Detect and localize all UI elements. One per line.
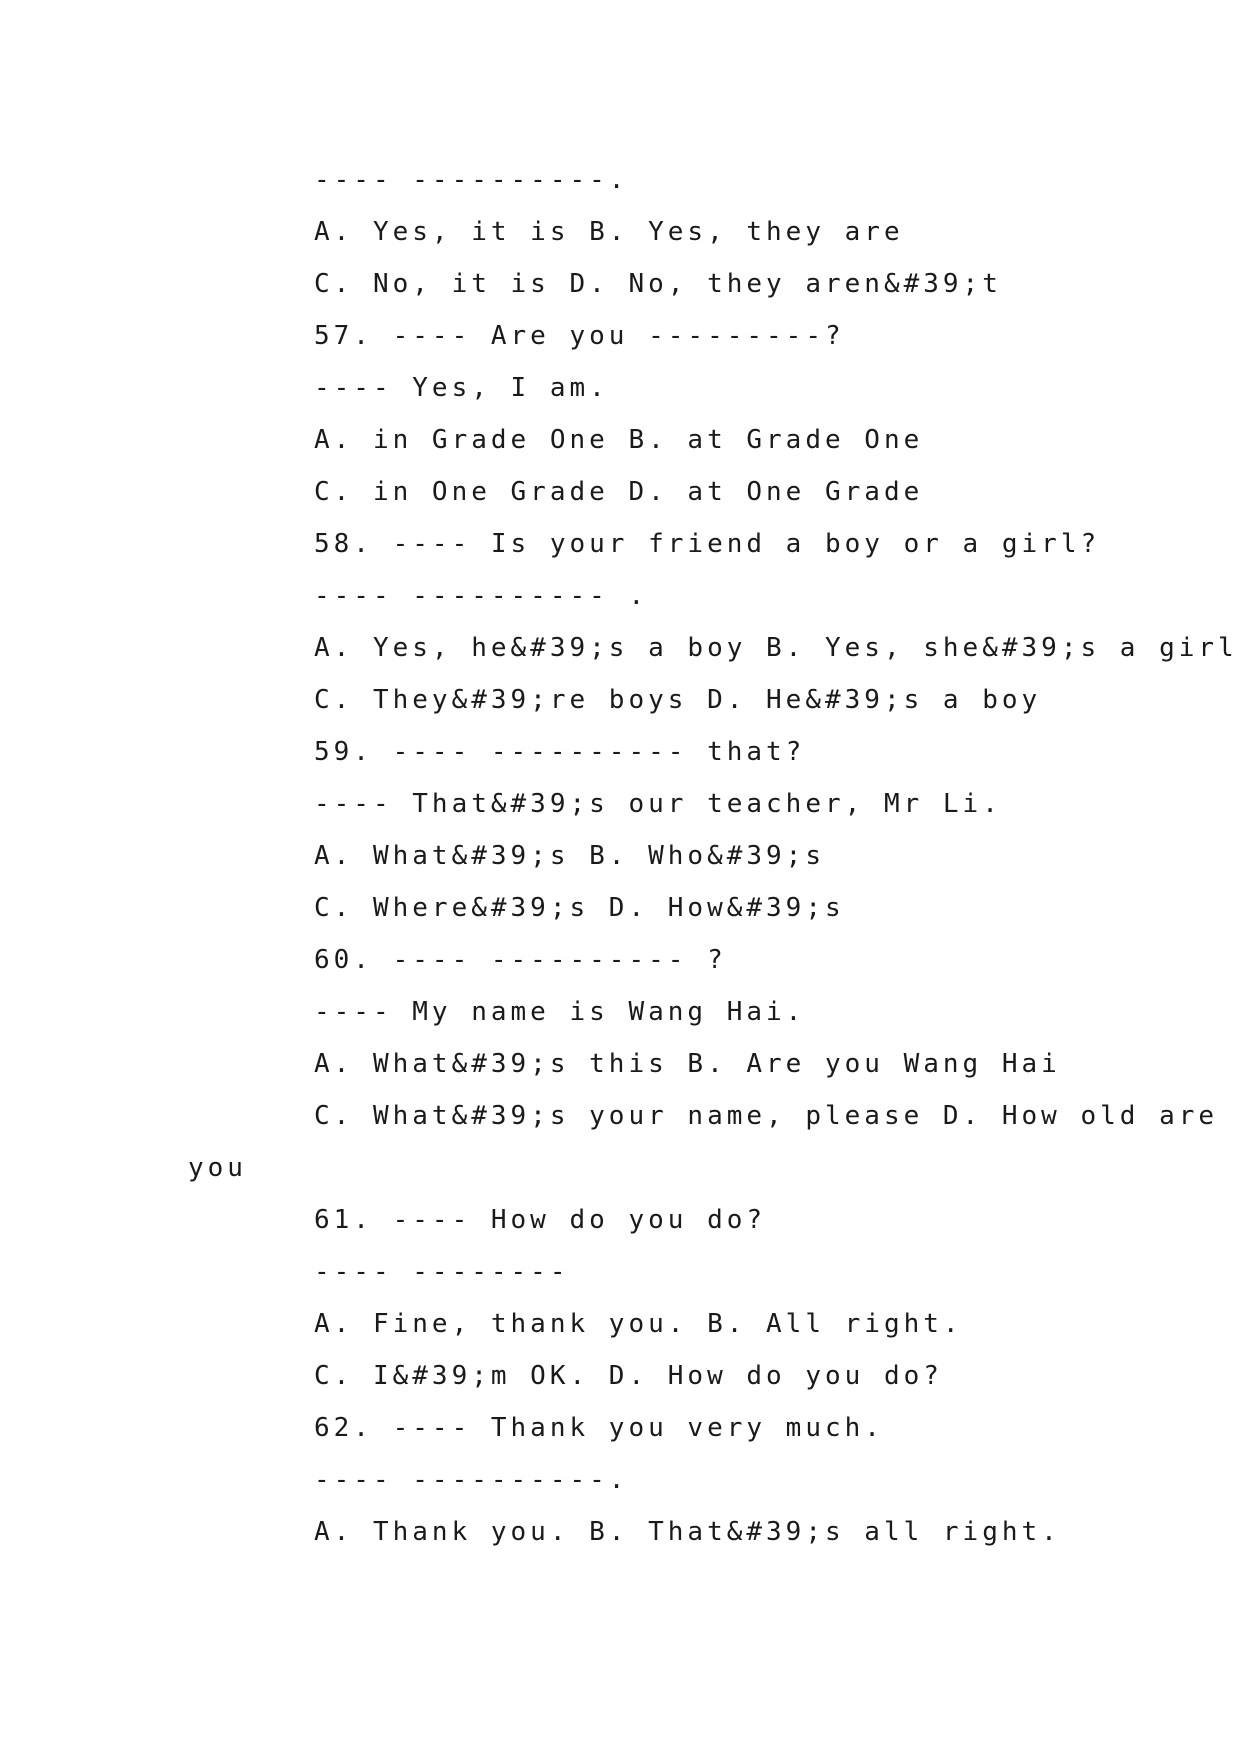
option-line: A. Thank you. B. That&#39;s all right. — [314, 1517, 1061, 1547]
question-58: 58. ---- Is your friend a boy or a girl? — [314, 529, 1101, 559]
option-line: A. What&#39;s this B. Are you Wang Hai — [314, 1049, 1061, 1079]
answer-line: ---- ----------. — [314, 1465, 629, 1495]
answer-line: ---- -------- — [314, 1257, 570, 1287]
option-line: C. in One Grade D. at One Grade — [314, 477, 924, 507]
option-line: A. Yes, he&#39;s a boy B. Yes, she&#39;s a girl — [314, 633, 1238, 663]
answer-line: ---- ---------- . — [314, 581, 649, 611]
question-60: 60. ---- ---------- ? — [314, 945, 727, 975]
question-59: 59. ---- ---------- that? — [314, 737, 806, 767]
option-line: A. in Grade One B. at Grade One — [314, 425, 924, 455]
answer-line: ---- That&#39;s our teacher, Mr Li. — [314, 789, 1002, 819]
question-57: 57. ---- Are you ---------? — [314, 321, 845, 351]
text-line: ---- ----------. — [314, 165, 629, 195]
option-line: C. Where&#39;s D. How&#39;s — [314, 893, 845, 923]
option-line: A. Yes, it is B. Yes, they are — [314, 217, 904, 247]
answer-line: ---- Yes, I am. — [314, 373, 609, 403]
wrapped-text: you — [188, 1153, 247, 1183]
option-line: C. I&#39;m OK. D. How do you do? — [314, 1361, 943, 1391]
option-line: C. They&#39;re boys D. He&#39;s a boy — [314, 685, 1042, 715]
question-61: 61. ---- How do you do? — [314, 1205, 767, 1235]
question-62: 62. ---- Thank you very much. — [314, 1413, 884, 1443]
option-line: C. What&#39;s your name, please D. How old are — [314, 1101, 1219, 1131]
option-line: A. Fine, thank you. B. All right. — [314, 1309, 963, 1339]
option-line: C. No, it is D. No, they aren&#39;t — [314, 269, 1002, 299]
answer-line: ---- My name is Wang Hai. — [314, 997, 806, 1027]
option-line: A. What&#39;s B. Who&#39;s — [314, 841, 825, 871]
